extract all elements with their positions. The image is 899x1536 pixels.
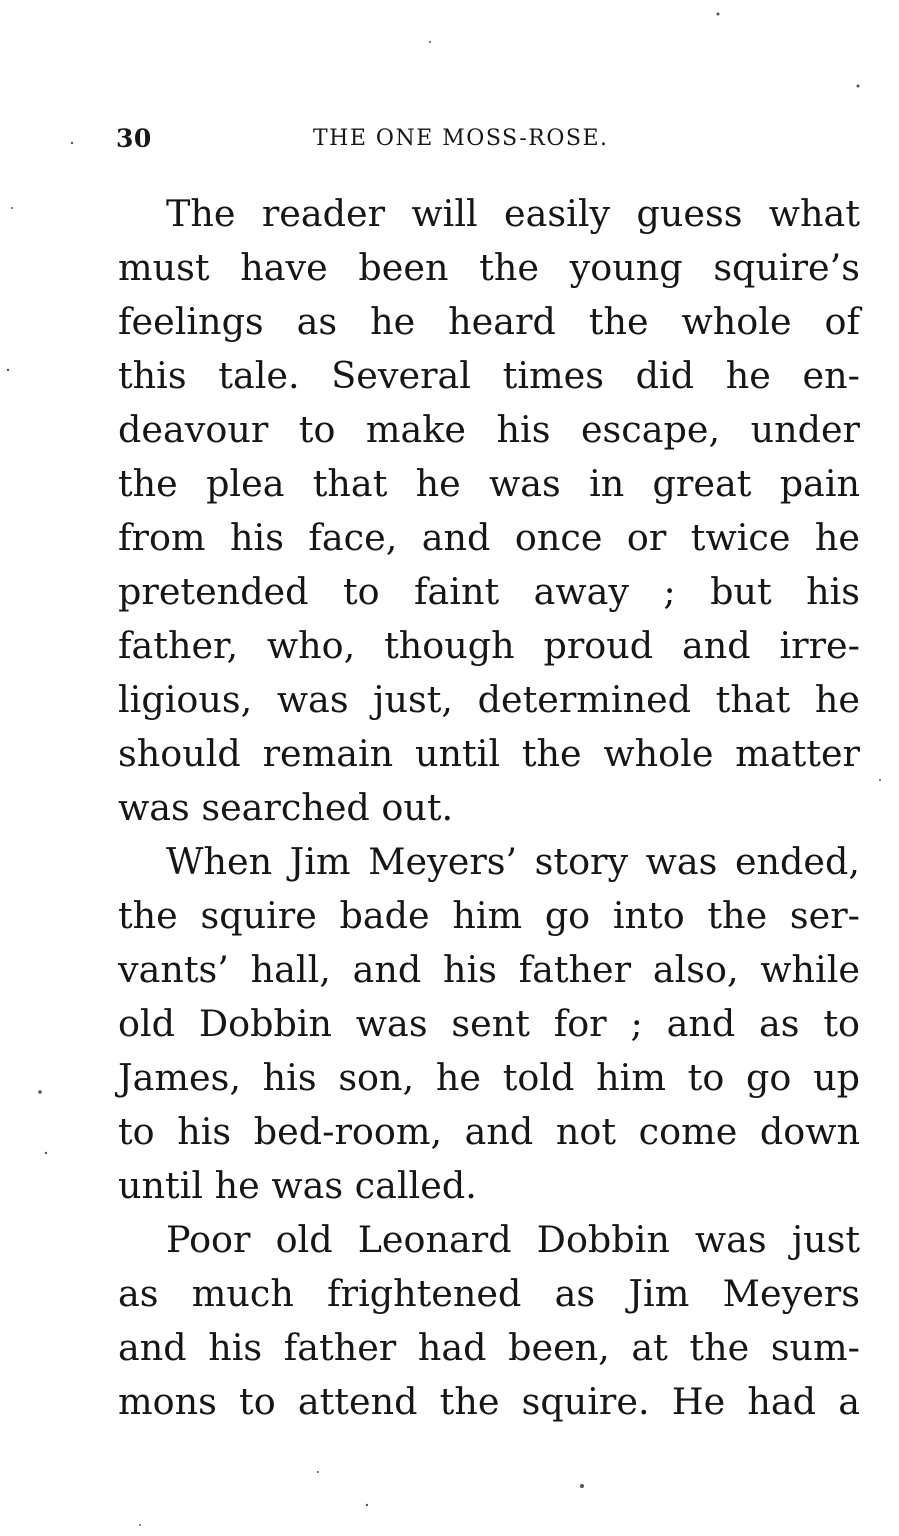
text-line: to his bed-room, and not come down: [118, 1110, 860, 1153]
running-head: [116, 124, 860, 164]
text-line: mons to attend the squire. He had a: [118, 1380, 860, 1423]
paragraph: [118, 1213, 860, 1429]
text-line: vants’ hall, and his father also, while: [118, 948, 860, 991]
page-number: 30: [116, 124, 152, 153]
text-line: must have been the young squire’s: [118, 246, 860, 289]
text-line: and his father had been, at the sum-: [118, 1326, 860, 1369]
text-line: the plea that he was in great pain: [118, 462, 860, 505]
running-title: THE ONE MOSS-ROSE.: [313, 126, 609, 151]
text-line: deavour to make his escape, under: [118, 408, 860, 451]
text-line: James, his son, he told him to go up: [118, 1056, 860, 1099]
text-line: old Dobbin was sent for ; and as to: [118, 1002, 860, 1045]
paragraph: [118, 835, 860, 1213]
text-line: pretended to faint away ; but his: [118, 570, 860, 613]
text-line: feelings as he heard the whole of: [118, 300, 860, 343]
text-line: from his face, and once or twice he: [118, 516, 860, 559]
text-line: was searched out.: [118, 786, 454, 829]
text-line: until he was called.: [118, 1164, 477, 1207]
text-line: When Jim Meyers’ story was ended,: [166, 840, 860, 883]
text-line: ligious, was just, determined that he: [118, 678, 860, 721]
text-line: Poor old Leonard Dobbin was just: [166, 1218, 860, 1261]
text-line: The reader will easily guess what: [166, 192, 860, 235]
text-line: should remain until the whole matter: [118, 732, 860, 775]
paragraph: [118, 187, 860, 835]
text-line: the squire bade him go into the ser-: [118, 894, 860, 937]
text-line: father, who, though proud and irre-: [118, 624, 860, 667]
body-text: [118, 187, 860, 1429]
text-line: as much frightened as Jim Meyers: [118, 1272, 860, 1315]
text-line: this tale. Several times did he en-: [118, 354, 860, 397]
